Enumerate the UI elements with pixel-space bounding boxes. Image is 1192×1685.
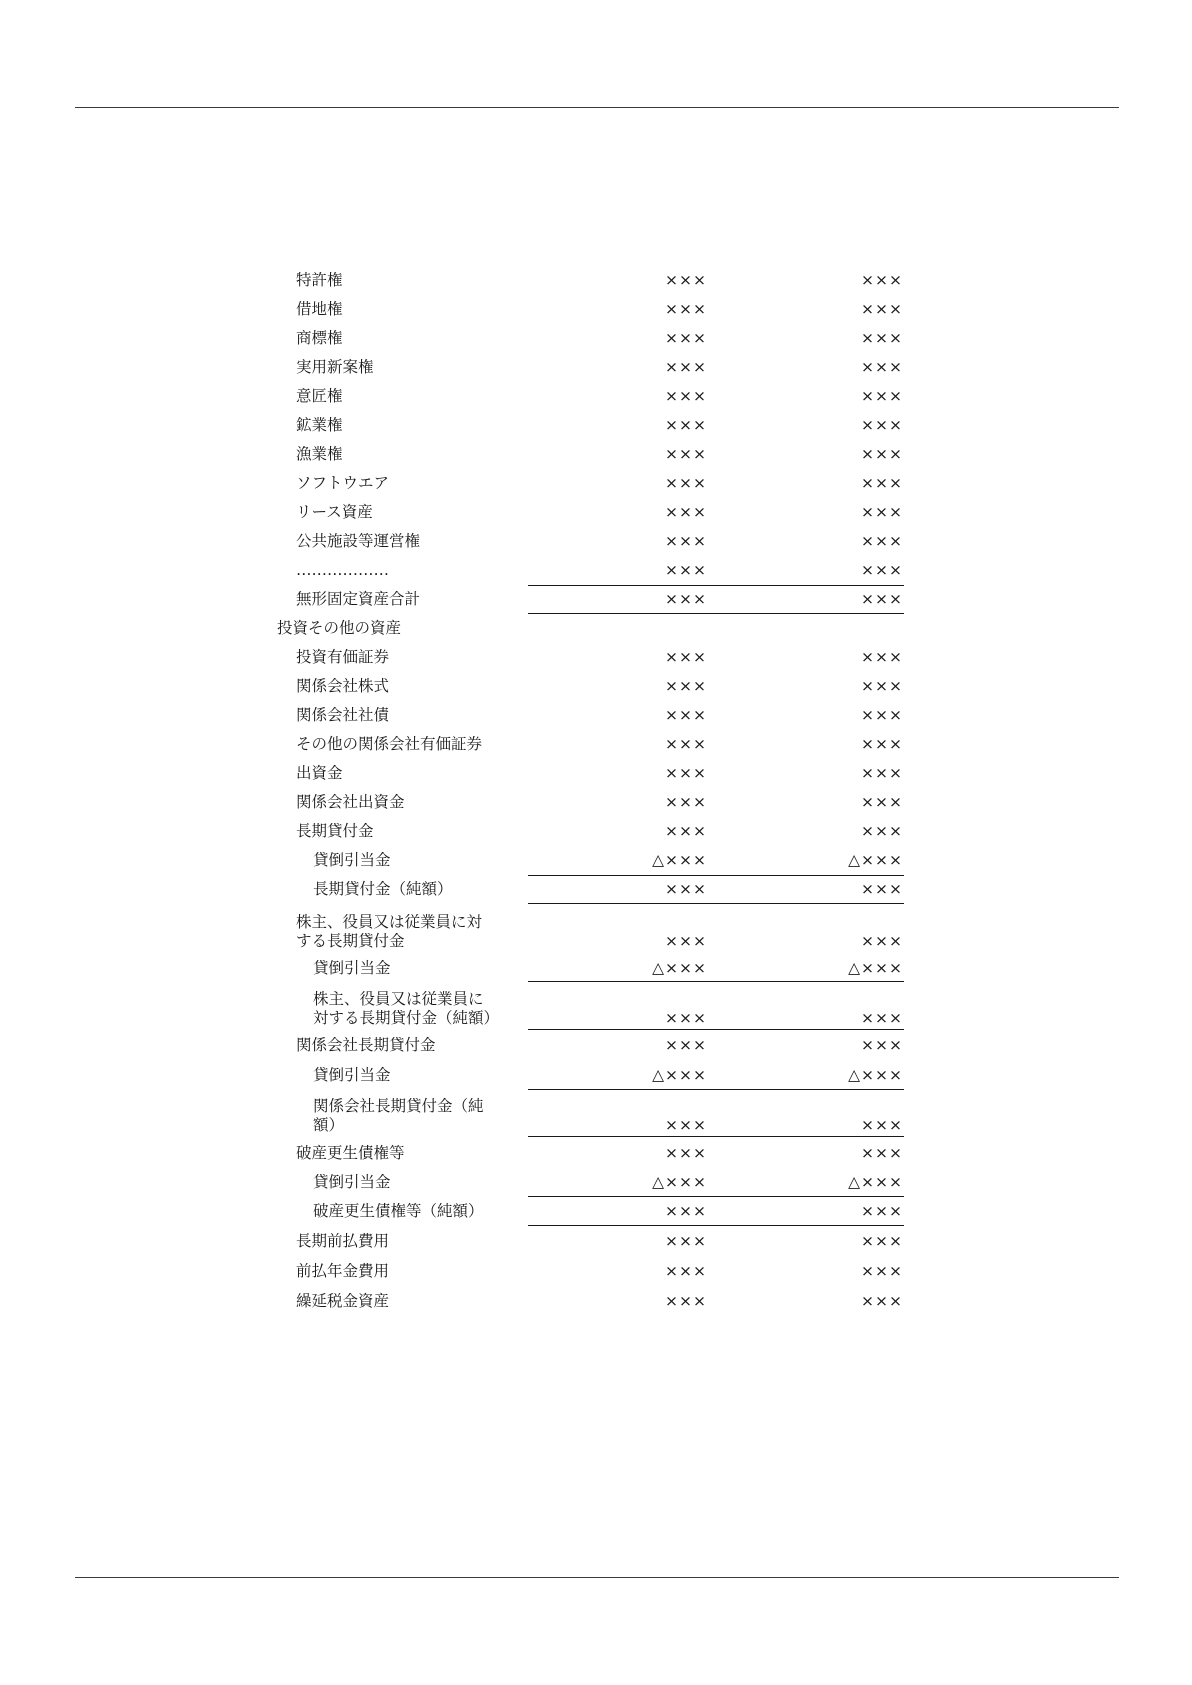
row-label: 出資金 [296,764,343,782]
current-period-value: ××× [665,271,707,289]
prior-period-value: ××× [861,735,903,753]
prior-period-value: ××× [861,1262,903,1280]
row-label: 意匠権 [296,387,343,405]
row-label: 投資有価証券 [296,648,390,666]
current-period-value: ××× [665,300,707,318]
row-label: 長期貸付金 [296,822,374,840]
current-period-value: ××× [665,822,707,840]
section-heading: 投資その他の資産 [277,619,402,637]
current-period-value: ××× [665,561,707,579]
current-period-value: △××× [652,1066,707,1084]
row-label: 長期前払費用 [296,1232,390,1250]
underline [528,1029,709,1030]
underline [528,875,709,876]
prior-period-value: ××× [861,503,903,521]
row-label: 関係会社株式 [296,677,390,695]
prior-period-value: ××× [861,300,903,318]
row-label: 貸倒引当金 [313,1066,391,1084]
current-period-value: ××× [665,1202,707,1220]
current-period-value: ××× [665,793,707,811]
row-label: 特許権 [296,271,343,289]
underline [709,1089,904,1090]
prior-period-value: ××× [861,532,903,550]
row-label: リース資産 [296,503,373,521]
prior-period-value: ××× [861,793,903,811]
current-period-value: △××× [652,959,707,977]
current-period-value: ××× [665,677,707,695]
row-label: 繰延税金資産 [296,1292,390,1310]
prior-period-value: ××× [861,1202,903,1220]
underline [528,1136,709,1137]
current-period-value: ××× [665,329,707,347]
underline [528,1196,709,1197]
row-label: 前払年金費用 [296,1262,390,1280]
current-period-value: ××× [665,706,707,724]
current-period-value: ××× [665,416,707,434]
current-period-value: ××× [665,1036,707,1054]
row-label: 関係会社出資金 [296,793,405,811]
row-label: 関係会社長期貸付金 [296,1036,436,1054]
prior-period-value: △××× [848,1173,903,1191]
row-label: 商標権 [296,329,343,347]
underline [709,903,904,904]
prior-period-value: ××× [861,1116,903,1134]
row-label: 長期貸付金（純額） [313,880,453,898]
row-label: 鉱業権 [296,416,343,434]
current-period-value: △××× [652,851,707,869]
current-period-value: ××× [665,1116,707,1134]
prior-period-value: ××× [861,1009,903,1027]
prior-period-value: ××× [861,1144,903,1162]
prior-period-value: ××× [861,1036,903,1054]
current-period-value: ××× [665,1262,707,1280]
row-label: 公共施設等運営権 [296,532,421,550]
prior-period-value: △××× [848,1066,903,1084]
underline [528,1225,709,1226]
row-label: 貸倒引当金 [313,959,391,977]
row-label: 株主、役員又は従業員に対 する長期貸付金 [296,913,483,950]
row-label: ……………… [296,561,389,579]
prior-period-value: △××× [848,851,903,869]
prior-period-value: ××× [861,590,903,608]
row-label: 無形固定資産合計 [296,590,421,608]
prior-period-value: ××× [861,764,903,782]
prior-period-value: ××× [861,880,903,898]
underline [709,1196,904,1197]
prior-period-value: ××× [861,822,903,840]
underline [709,1225,904,1226]
prior-period-value: ××× [861,932,903,950]
prior-period-value: ××× [861,706,903,724]
current-period-value: ××× [665,358,707,376]
current-period-value: ××× [665,532,707,550]
row-label: 実用新案権 [296,358,374,376]
current-period-value: ××× [665,1292,707,1310]
current-period-value: △××× [652,1173,707,1191]
row-label: 借地権 [296,300,343,318]
current-period-value: ××× [665,590,707,608]
row-label: 関係会社社債 [296,706,390,724]
underline [528,903,709,904]
underline [528,1089,709,1090]
current-period-value: ××× [665,1232,707,1250]
row-label: その他の関係会社有価証券 [296,735,483,753]
prior-period-value: ××× [861,329,903,347]
row-label: 漁業権 [296,445,343,463]
underline [528,981,709,982]
underline [528,613,709,614]
footer-rule [75,1577,1119,1578]
row-label: ソフトウエア [296,474,390,492]
row-label: 破産更生債権等（純額） [313,1202,484,1220]
current-period-value: ××× [665,387,707,405]
prior-period-value: △××× [848,959,903,977]
row-label: 株主、役員又は従業員に 対する長期貸付金（純額） [313,990,500,1027]
prior-period-value: ××× [861,561,903,579]
prior-period-value: ××× [861,677,903,695]
underline [709,1136,904,1137]
prior-period-value: ××× [861,271,903,289]
prior-period-value: ××× [861,1292,903,1310]
row-label: 破産更生債権等 [296,1144,405,1162]
prior-period-value: ××× [861,474,903,492]
row-label: 関係会社長期貸付金（純 額） [313,1097,484,1134]
current-period-value: ××× [665,1144,707,1162]
prior-period-value: ××× [861,416,903,434]
current-period-value: ××× [665,474,707,492]
row-label: 貸倒引当金 [313,1173,391,1191]
prior-period-value: ××× [861,648,903,666]
current-period-value: ××× [665,880,707,898]
underline [709,1029,904,1030]
current-period-value: ××× [665,445,707,463]
prior-period-value: ××× [861,387,903,405]
underline [709,613,904,614]
current-period-value: ××× [665,735,707,753]
underline [528,585,709,586]
prior-period-value: ××× [861,1232,903,1250]
current-period-value: ××× [665,932,707,950]
prior-period-value: ××× [861,445,903,463]
prior-period-value: ××× [861,358,903,376]
current-period-value: ××× [665,764,707,782]
current-period-value: ××× [665,1009,707,1027]
underline [709,585,904,586]
row-label: 貸倒引当金 [313,851,391,869]
underline [709,981,904,982]
header-rule [75,107,1119,108]
current-period-value: ××× [665,503,707,521]
current-period-value: ××× [665,648,707,666]
underline [709,875,904,876]
